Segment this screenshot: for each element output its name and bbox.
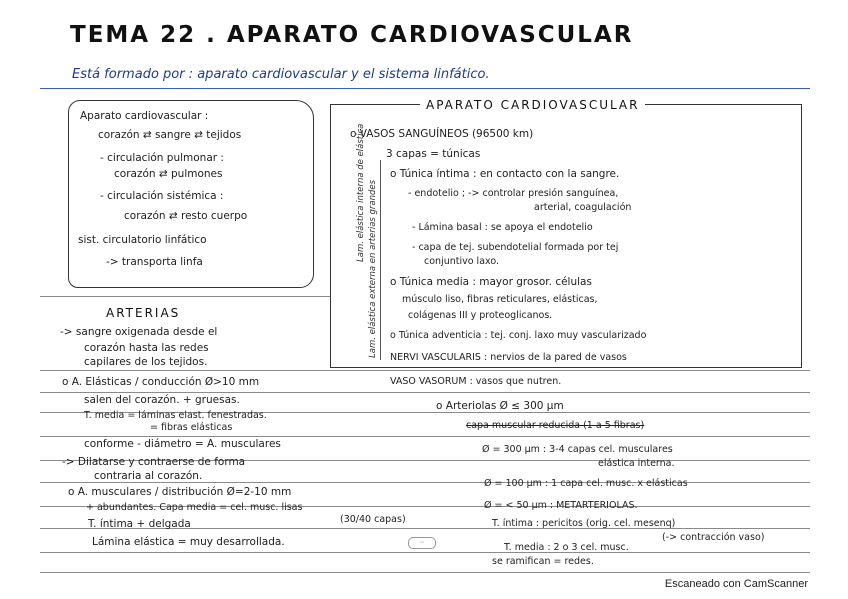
scribble-mark: ~ xyxy=(408,537,436,549)
arterias-line: -> Dilatarse y contraerse de forma xyxy=(62,456,246,468)
arterias-line: = fibras elásticas xyxy=(150,422,233,433)
right-box xyxy=(330,104,802,368)
right-box-line: colágenas III y proteoglicanos. xyxy=(408,310,553,321)
arterias-line: + abundantes. Capa media = cel. musc. lisas xyxy=(86,502,303,513)
left-box-line: corazón ⇄ pulmones xyxy=(114,168,223,180)
side-label: Lam. elástica interna de elástica xyxy=(356,123,366,262)
right-box-line: conjuntivo laxo. xyxy=(424,256,500,267)
right-box-line: o Túnica media : mayor grosor. células xyxy=(390,276,592,288)
right-box-line: o Túnica adventicia : tej. conj. laxo muy vascularizado xyxy=(390,330,647,341)
arterias-heading: ARTERIAS xyxy=(106,306,181,320)
arteriolas-line: T. media : 2 o 3 cel. musc. xyxy=(504,542,629,553)
right-box-line: NERVI VASCULARIS : nervios de la pared de vasos xyxy=(390,352,627,363)
left-box-line: sist. circulatorio linfático xyxy=(78,234,207,246)
arterias-line: salen del corazón. + gruesas. xyxy=(84,394,240,406)
ruled-line xyxy=(40,482,810,483)
ruled-line xyxy=(40,572,810,573)
ruled-line xyxy=(40,552,810,553)
arterias-line: capilares de los tejidos. xyxy=(84,356,208,368)
arteriolas-line: elástica interna. xyxy=(598,458,675,469)
side-label: Lam. elástica externa en arterias grandes xyxy=(368,179,378,358)
arteriolas-line: T. íntima : pericitos (orig. cel. mesenq) xyxy=(492,518,676,529)
arterias-line: conforme - diámetro = A. musculares xyxy=(84,438,281,450)
scanner-watermark: Escaneado con CamScanner xyxy=(664,578,808,590)
left-box-line: -> transporta linfa xyxy=(106,256,203,268)
right-box-line: - endotelio ; -> controlar presión sanguínea, xyxy=(408,188,619,199)
left-box-line: corazón ⇄ resto cuerpo xyxy=(124,210,248,222)
arteriolas-line: capa muscular reducida (1 a 5 fibras) xyxy=(466,420,645,431)
arterias-line: T. íntima + delgada xyxy=(88,518,191,530)
ruled-line xyxy=(40,370,810,371)
arteriolas-line: Ø = 300 µm : 3-4 capas cel. musculares xyxy=(482,444,673,455)
right-box-heading: APARATO CARDIOVASCULAR xyxy=(420,98,645,112)
arterias-line: -> sangre oxigenada desde el xyxy=(60,326,218,338)
left-box-line: corazón ⇄ sangre ⇄ tejidos xyxy=(98,129,242,141)
arteriolas-line: se ramifican = redes. xyxy=(492,556,594,567)
right-box-line: o VASOS SANGUÍNEOS (96500 km) xyxy=(350,128,534,140)
arteriolas-line: Ø = 100 µm : 1 capa cel. musc. x elásticas xyxy=(484,478,688,489)
arterias-line: corazón hasta las redes xyxy=(84,342,209,354)
arterias-line: contraria al corazón. xyxy=(94,470,203,482)
arterias-line: o A. musculares / distribución Ø=2-10 mm xyxy=(68,486,292,498)
right-box-line: VASO VASORUM : vasos que nutren. xyxy=(390,376,562,387)
right-box-line: arterial, coagulación xyxy=(534,202,632,213)
arteriolas-line: (-> contracción vaso) xyxy=(662,532,765,543)
arterias-line: o A. Elásticas / conducción Ø>10 mm xyxy=(62,376,260,388)
arterias-line: (30/40 capas) xyxy=(340,514,406,525)
page-title: TEMA 22 . APARATO CARDIOVASCULAR xyxy=(70,22,634,48)
arterias-line: T. media = láminas elast. fenestradas. xyxy=(84,410,267,421)
arterias-line: Lámina elástica = muy desarrollada. xyxy=(92,536,285,548)
side-bracket xyxy=(380,160,381,360)
right-box-line: músculo liso, fibras reticulares, elásticas, xyxy=(402,294,598,305)
right-box-line: - capa de tej. subendotelial formada por tej xyxy=(412,242,619,253)
right-box-line: - Lámina basal : se apoya el endotelio xyxy=(412,222,593,233)
intro-line: Está formado por : aparato cardiovascular y el sistema linfático. xyxy=(72,67,490,82)
right-box-line: o Túnica íntima : en contacto con la sangre. xyxy=(390,168,620,180)
left-box-line: - circulación sistémica : xyxy=(100,190,224,202)
arteriolas-line: Ø = < 50 µm : METARTERIOLAS. xyxy=(484,500,638,511)
ruled-line xyxy=(40,436,810,437)
ruled-line xyxy=(40,392,810,393)
ruled-line xyxy=(40,296,330,297)
left-box-line: - circulación pulmonar : xyxy=(100,152,224,164)
left-box-line: Aparato cardiovascular : xyxy=(80,110,209,122)
arteriolas-line: o Arteriolas Ø ≤ 300 µm xyxy=(436,400,564,412)
ruled-line xyxy=(40,88,810,89)
right-box-line: 3 capas = túnicas xyxy=(386,148,481,160)
